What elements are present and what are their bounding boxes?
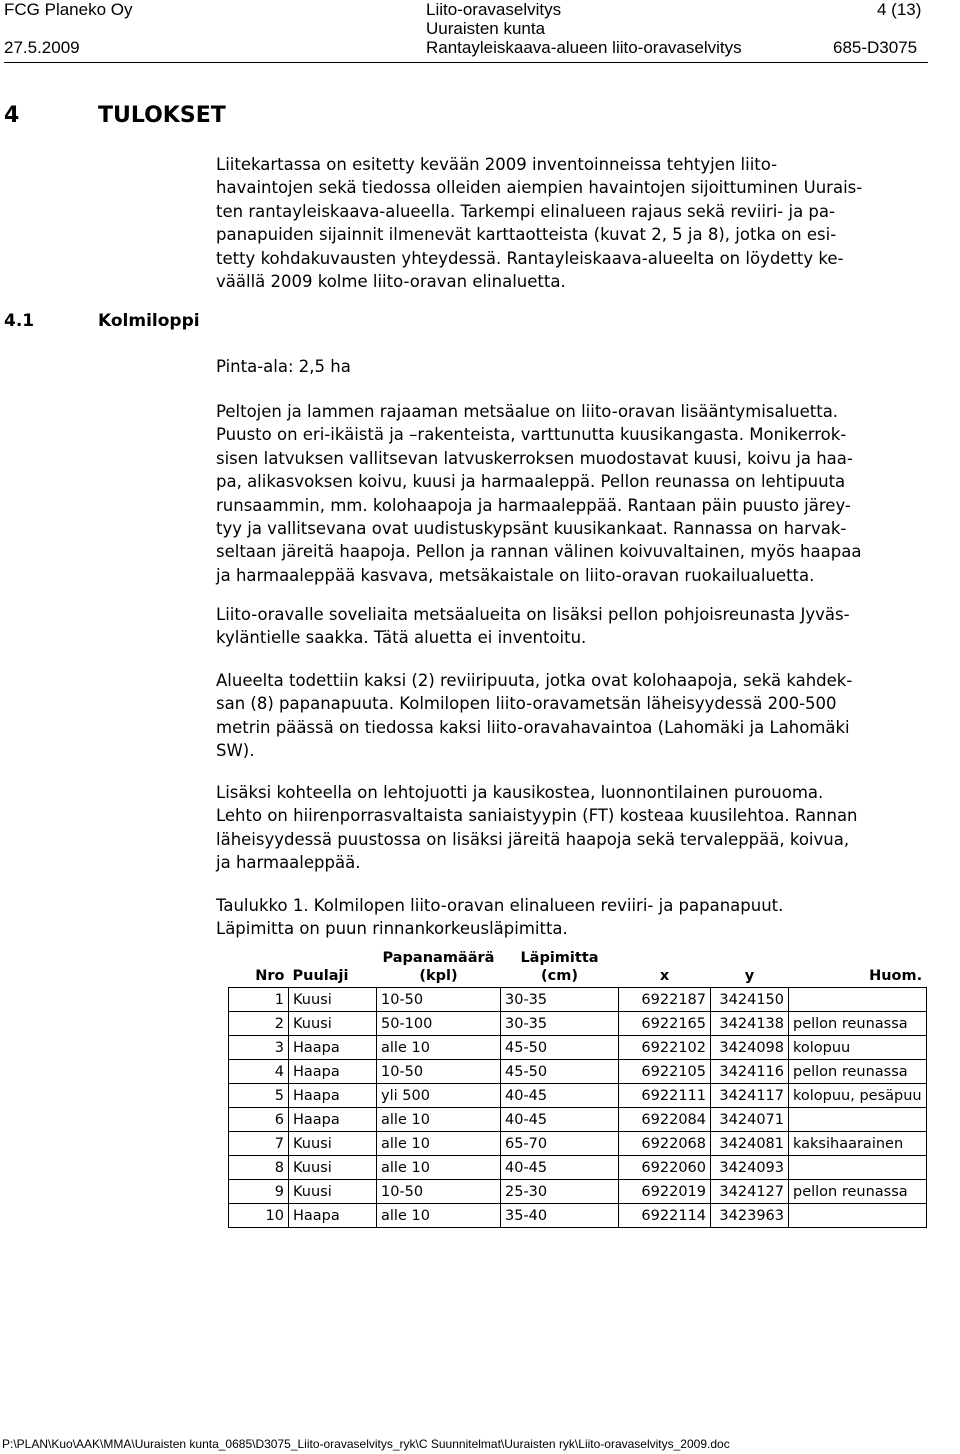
company-name: FCG Planeko Oy — [4, 0, 133, 19]
tree-table — [228, 947, 927, 1228]
x-coordinate-cell: 6922019 — [619, 1180, 711, 1204]
description-paragraph — [216, 400, 951, 587]
x-coordinate-cell: 6922084 — [619, 1108, 711, 1132]
dropping-count-cell: alle 10 — [377, 1132, 501, 1156]
intro-line: Liitekartassa on esitetty kevään 2009 inventoinneissa tehtyjen liito- — [216, 155, 778, 174]
project-code: 685-D3075 — [833, 38, 918, 57]
row-number-cell: 9 — [229, 1180, 289, 1204]
row-number-cell: 3 — [229, 1036, 289, 1060]
intro-line: väällä 2009 kolme liito-oravan elinaluetta. — [216, 272, 566, 292]
caption-line: Taulukko 1. Kolmilopen liito-oravan elinalueen reviiri- ja papanapuut. — [216, 896, 784, 915]
x-coordinate-cell: 6922111 — [619, 1084, 711, 1108]
table-caption — [216, 894, 951, 941]
y-coordinate-cell: 3424098 — [711, 1036, 789, 1060]
y-coordinate-cell: 3424093 — [711, 1156, 789, 1180]
note-cell: pellon reunassa — [789, 1180, 927, 1204]
description-line: Peltojen ja lammen rajaaman metsäalue on liito-oravan lisääntymisaluetta. — [216, 402, 839, 421]
row-number-cell: 2 — [229, 1012, 289, 1036]
tree-species-cell: Haapa — [289, 1060, 377, 1084]
diameter-cell: 25-30 — [501, 1180, 619, 1204]
table-row — [229, 1180, 927, 1204]
suitable-areas-paragraph — [216, 603, 951, 650]
x-coordinate-cell: 6922068 — [619, 1132, 711, 1156]
note-cell: pellon reunassa — [789, 1012, 927, 1036]
table-row — [229, 1108, 927, 1132]
y-coordinate-cell: 3424150 — [711, 988, 789, 1012]
tree-species-cell: Kuusi — [289, 1180, 377, 1204]
x-coordinate-cell: 6922102 — [619, 1036, 711, 1060]
note-cell: pellon reunassa — [789, 1060, 927, 1084]
table-row — [229, 988, 927, 1012]
y-coordinate-cell: 3424116 — [711, 1060, 789, 1084]
dropping-count-cell: 10-50 — [377, 988, 501, 1012]
diameter-cell: 30-35 — [501, 988, 619, 1012]
dropping-count-cell: alle 10 — [377, 1108, 501, 1132]
note-cell: kolopuu, pesäpuu — [789, 1084, 927, 1108]
diameter-cell: 35-40 — [501, 1204, 619, 1228]
x-coordinate-cell: 6922114 — [619, 1204, 711, 1228]
note-cell: kaksihaarainen — [789, 1132, 927, 1156]
habitat-paragraph — [216, 781, 951, 875]
suitable-line: kyläntielle saakka. Tätä aluetta ei inventoitu. — [216, 628, 587, 648]
document-subtitle: Rantayleiskaava-alueen liito-oravaselvitys — [426, 38, 742, 57]
x-coordinate-cell: 6922165 — [619, 1012, 711, 1036]
table-row — [229, 1012, 927, 1036]
caption-line: Läpimitta on puun rinnankorkeusläpimitta. — [216, 919, 568, 939]
x-coordinate-cell: 6922060 — [619, 1156, 711, 1180]
municipality: Uuraisten kunta — [426, 19, 546, 38]
page-number: 4 (13) — [877, 0, 922, 19]
trees-line: SW). — [216, 741, 255, 761]
row-number-cell: 4 — [229, 1060, 289, 1084]
note-cell: kolopuu — [789, 1036, 927, 1060]
trees-line: san (8) papanapuuta. Kolmilopen liito-oravametsän läheisyydessä 200-500 — [216, 694, 837, 714]
column-header: Huom. — [869, 968, 923, 984]
table-row — [229, 1060, 927, 1084]
tree-species-cell: Haapa — [289, 1108, 377, 1132]
table-row — [229, 1036, 927, 1060]
note-cell — [789, 1204, 927, 1228]
intro-line: panapuiden sijainnit ilmenevät karttaotteista (kuvat 2, 5 ja 8), jotka on esi- — [216, 225, 837, 245]
column-header: Nro — [255, 968, 285, 984]
description-line: tyy ja vallitsevana ovat uudistuskypsänt kuusikankaat. Rannassa on harvak- — [216, 519, 847, 539]
tree-species-cell: Kuusi — [289, 1132, 377, 1156]
description-line: sisen latvuksen vallitsevan latvuskerroksen muodostavat kuusi, koivu ja haa- — [216, 448, 853, 468]
description-line: runsaammin, mm. kolohaapoja ja harmaaleppää. Rantaan päin puusto järey- — [216, 495, 851, 515]
note-cell — [789, 1156, 927, 1180]
document-date: 27.5.2009 — [4, 38, 80, 57]
description-line: seltaan järeitä haapoja. Pellon ja rannan välinen koivuvaltainen, myös haapaa — [216, 542, 862, 562]
row-number-cell: 5 — [229, 1084, 289, 1108]
y-coordinate-cell: 3424071 — [711, 1108, 789, 1132]
note-cell — [789, 988, 927, 1012]
intro-line: havaintojen sekä tiedossa olleiden aiempien havaintojen sijoittuminen Uurais- — [216, 178, 863, 198]
row-number-cell: 1 — [229, 988, 289, 1012]
diameter-cell: 40-45 — [501, 1156, 619, 1180]
tree-species-cell: Haapa — [289, 1084, 377, 1108]
tree-species-cell: Haapa — [289, 1036, 377, 1060]
description-line: ja harmaaleppää kasvava, metsäkaistale on liito-oravan ruokailualuetta. — [216, 565, 815, 585]
diameter-cell: 45-50 — [501, 1036, 619, 1060]
intro-paragraph — [216, 153, 951, 293]
table-header-row — [229, 947, 927, 988]
y-coordinate-cell: 3424117 — [711, 1084, 789, 1108]
dropping-count-cell: alle 10 — [377, 1036, 501, 1060]
document-title: Liito-oravaselvitys — [426, 0, 562, 19]
dropping-count-cell: yli 500 — [377, 1084, 501, 1108]
trees-line: metrin päässä on tiedossa kaksi liito-oravahavaintoa (Lahomäki ja Lahomäki — [216, 717, 850, 737]
column-header: y — [744, 968, 755, 984]
note-cell — [789, 1108, 927, 1132]
tree-species-cell: Kuusi — [289, 1012, 377, 1036]
row-number-cell: 6 — [229, 1108, 289, 1132]
trees-paragraph — [216, 669, 951, 763]
description-line: pa, alikasvoksen koivu, kuusi ja harmaaleppä. Pellon reunassa on lehtipuuta — [216, 472, 846, 492]
file-path-footer: P:\PLAN\Kuo\AAK\MMA\Uuraisten kunta_0685\D3075_Liito-oravaselvitys_ryk\C Suunnitelmat\Uuraisten ryk\Liito-oravaselvitys_2009.doc — [2, 1437, 730, 1451]
description-line: Puusto on eri-ikäistä ja –rakenteista, varttunutta kuusikangasta. Monikerrok- — [216, 425, 847, 445]
tree-species-cell: Haapa — [289, 1204, 377, 1228]
table-row — [229, 1132, 927, 1156]
column-header: x — [659, 968, 670, 984]
subsection-title: Kolmiloppi — [98, 311, 200, 331]
habitat-line: ja harmaaleppää. — [216, 853, 361, 873]
y-coordinate-cell: 3424081 — [711, 1132, 789, 1156]
dropping-count-cell: alle 10 — [377, 1204, 501, 1228]
section-heading — [4, 103, 226, 128]
diameter-cell: 40-45 — [501, 1084, 619, 1108]
tree-species-cell: Kuusi — [289, 988, 377, 1012]
section-title: TULOKSET — [98, 103, 226, 128]
table-row — [229, 1156, 927, 1180]
diameter-cell: 40-45 — [501, 1108, 619, 1132]
y-coordinate-cell: 3424138 — [711, 1012, 789, 1036]
intro-line: ten rantayleiskaava-alueella. Tarkempi elinalueen rajaus sekä reviiri- ja pa- — [216, 201, 835, 221]
section-number: 4 — [4, 103, 20, 128]
column-header: Läpimitta (cm) — [520, 950, 599, 984]
column-header: Puulaji — [292, 968, 349, 984]
habitat-line: Lisäksi kohteella on lehtojuotti ja kausikostea, luonnontilainen purouoma. — [216, 783, 824, 802]
subsection-heading — [4, 311, 200, 331]
diameter-cell: 65-70 — [501, 1132, 619, 1156]
trees-line: Alueelta todettiin kaksi (2) reviiripuuta, jotka ovat kolohaapoja, sekä kahdek- — [216, 671, 853, 690]
x-coordinate-cell: 6922105 — [619, 1060, 711, 1084]
column-header: Papanamäärä (kpl) — [382, 950, 495, 984]
diameter-cell: 45-50 — [501, 1060, 619, 1084]
dropping-count-cell: 10-50 — [377, 1060, 501, 1084]
tree-species-cell: Kuusi — [289, 1156, 377, 1180]
header-divider — [4, 62, 928, 63]
table-row — [229, 1204, 927, 1228]
subsection-number: 4.1 — [4, 311, 35, 331]
row-number-cell: 8 — [229, 1156, 289, 1180]
diameter-cell: 30-35 — [501, 1012, 619, 1036]
suitable-line: Liito-oravalle soveliaita metsäalueita on lisäksi pellon pohjoisreunasta Jyväs- — [216, 605, 850, 624]
y-coordinate-cell: 3423963 — [711, 1204, 789, 1228]
row-number-cell: 10 — [229, 1204, 289, 1228]
dropping-count-cell: 50-100 — [377, 1012, 501, 1036]
x-coordinate-cell: 6922187 — [619, 988, 711, 1012]
area-text: Pinta-ala: 2,5 ha — [216, 357, 351, 376]
y-coordinate-cell: 3424127 — [711, 1180, 789, 1204]
dropping-count-cell: alle 10 — [377, 1156, 501, 1180]
intro-line: tetty kohdakuvausten yhteydessä. Rantayleiskaava-alueelta on löydetty ke- — [216, 248, 844, 268]
row-number-cell: 7 — [229, 1132, 289, 1156]
dropping-count-cell: 10-50 — [377, 1180, 501, 1204]
habitat-line: Lehto on hiirenporrasvaltaista saniaistyypin (FT) kosteaa kuusilehtoa. Rannan — [216, 806, 858, 826]
table-row — [229, 1084, 927, 1108]
habitat-line: läheisyydessä puustossa on lisäksi järeitä haapoja sekä tervaleppää, koivua, — [216, 829, 850, 849]
